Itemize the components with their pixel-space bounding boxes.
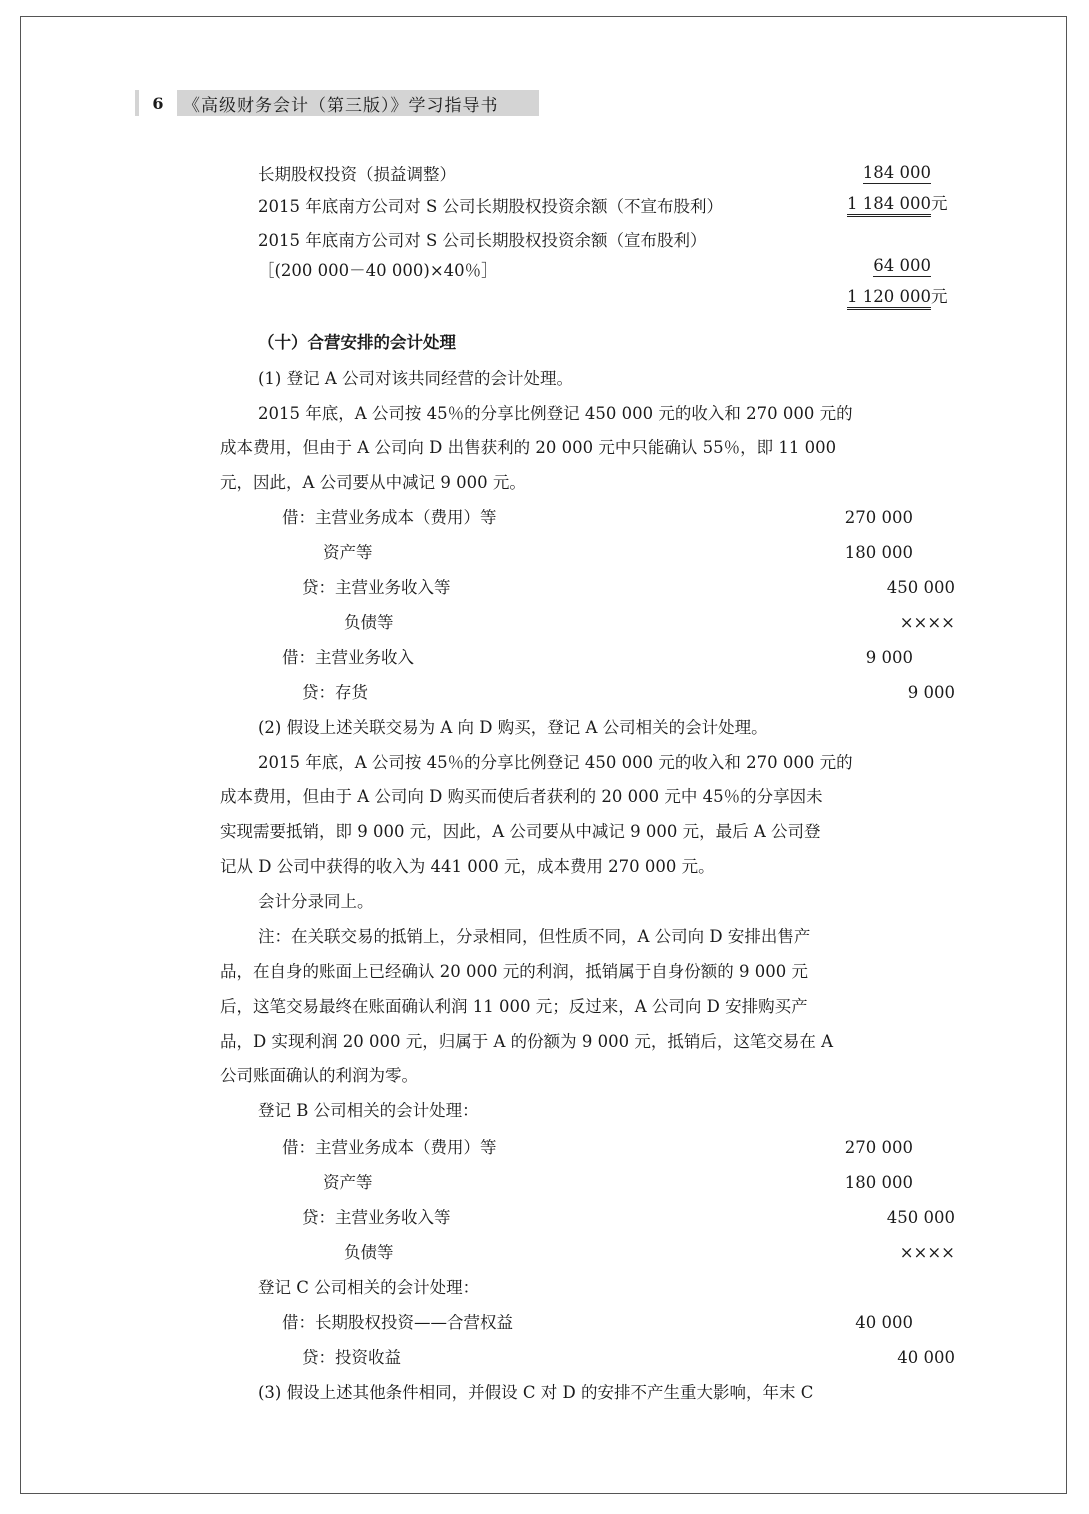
debit-amount: 180 000 xyxy=(844,543,913,562)
text-line: ［(200 000－40 000)×40％］ xyxy=(258,261,498,280)
debit-line: 资产等 xyxy=(323,1173,373,1192)
debit-line: 资产等 xyxy=(323,543,373,562)
paragraph-line: 记从 D 公司中获得的收入为 441 000 元，成本费用 270 000 元。 xyxy=(220,857,715,876)
subsection-title: 登记 C 公司相关的会计处理： xyxy=(258,1278,480,1297)
note-line: 品，D 实现利润 20 000 元，归属于 A 的份额为 9 000 元，抵销后，这笔交易在 A xyxy=(220,1032,833,1051)
note-line: 公司账面确认的利润为零。 xyxy=(220,1066,418,1085)
text-line: 2015 年底南方公司对 S 公司长期股权投资余额（宣布股利） xyxy=(258,231,707,250)
debit-amount: 270 000 xyxy=(844,1138,913,1157)
debit-line: 借：主营业务收入 xyxy=(282,648,414,667)
note-line: 注：在关联交易的抵销上，分录相同，但性质不同，A 公司向 D 安排出售产 xyxy=(258,927,811,946)
credit-amount: ×××× xyxy=(899,613,955,632)
note-line: 后，这笔交易最终在账面确认利润 11 000 元；反过来，A 公司向 D 安排购买产 xyxy=(220,997,808,1016)
paragraph-line: 元，因此，A 公司要从中减记 9 000 元。 xyxy=(220,473,526,492)
subsection-title: (2) 假设上述关联交易为 A 向 D 购买，登记 A 公司相关的会计处理。 xyxy=(258,718,768,737)
credit-line: 贷：主营业务收入等 xyxy=(302,578,451,597)
paragraph-line: 实现需要抵销，即 9 000 元，因此，A 公司要从中减记 9 000 元，最后 A 公司登 xyxy=(220,822,821,841)
credit-line: 负债等 xyxy=(344,613,394,632)
credit-line: 贷：主营业务收入等 xyxy=(302,1208,451,1227)
text-line: 2015 年底南方公司对 S 公司长期股权投资余额（不宣布股利） xyxy=(258,197,724,216)
debit-amount: 270 000 xyxy=(844,508,913,527)
section-title: （十）合营安排的会计处理 xyxy=(258,333,456,352)
paragraph-line: 成本费用，但由于 A 公司向 D 购买而使后者获利的 20 000 元中 45％的分享因未 xyxy=(220,787,823,806)
subsection-title: 登记 B 公司相关的会计处理： xyxy=(258,1101,479,1120)
credit-amount: 450 000 xyxy=(886,1208,955,1227)
debit-amount: 180 000 xyxy=(844,1173,913,1192)
credit-amount: 9 000 xyxy=(907,683,955,702)
book-title: 《高级财务会计（第三版）》学习指导书 xyxy=(183,95,499,116)
paragraph-line: 2015 年底，A 公司按 45％的分享比例登记 450 000 元的收入和 270 000 元的 xyxy=(258,404,853,423)
credit-amount: 40 000 xyxy=(897,1348,955,1367)
credit-line: 负债等 xyxy=(344,1243,394,1262)
paragraph-line: 2015 年底，A 公司按 45％的分享比例登记 450 000 元的收入和 270 000 元的 xyxy=(258,753,853,772)
amount: 64 000 xyxy=(873,256,931,275)
unit: 元 xyxy=(931,287,948,306)
paragraph-line: 会计分录同上。 xyxy=(258,892,374,911)
debit-amount: 9 000 xyxy=(865,648,913,667)
amount: 1 120 000 xyxy=(847,284,931,310)
credit-amount: 450 000 xyxy=(886,578,955,597)
unit: 元 xyxy=(931,194,948,213)
debit-amount: 40 000 xyxy=(855,1313,913,1332)
note-line: 品，在自身的账面上已经确认 20 000 元的利润，抵销属于自身份额的 9 000 元 xyxy=(220,962,808,981)
amount: 1 184 000 xyxy=(847,191,931,217)
credit-amount: ×××× xyxy=(899,1243,955,1262)
debit-line: 借：长期股权投资——合营权益 xyxy=(282,1313,513,1332)
amount: 184 000 xyxy=(862,163,931,182)
subsection-title: (3) 假设上述其他条件相同，并假设 C 对 D 的安排不产生重大影响，年末 C xyxy=(258,1383,814,1402)
debit-line: 借：主营业务成本（费用）等 xyxy=(282,1138,497,1157)
debit-line: 借：主营业务成本（费用）等 xyxy=(282,508,497,527)
credit-line: 贷：投资收益 xyxy=(302,1348,401,1367)
credit-line: 贷：存货 xyxy=(302,683,368,702)
text-line: 长期股权投资（损益调整） xyxy=(258,165,456,184)
page-number: 6 xyxy=(139,90,177,116)
running-header xyxy=(135,90,539,116)
paragraph-line: 成本费用，但由于 A 公司向 D 出售获利的 20 000 元中只能确认 55％，即 11 000 xyxy=(220,438,837,457)
subsection-title: (1) 登记 A 公司对该共同经营的会计处理。 xyxy=(258,369,574,388)
